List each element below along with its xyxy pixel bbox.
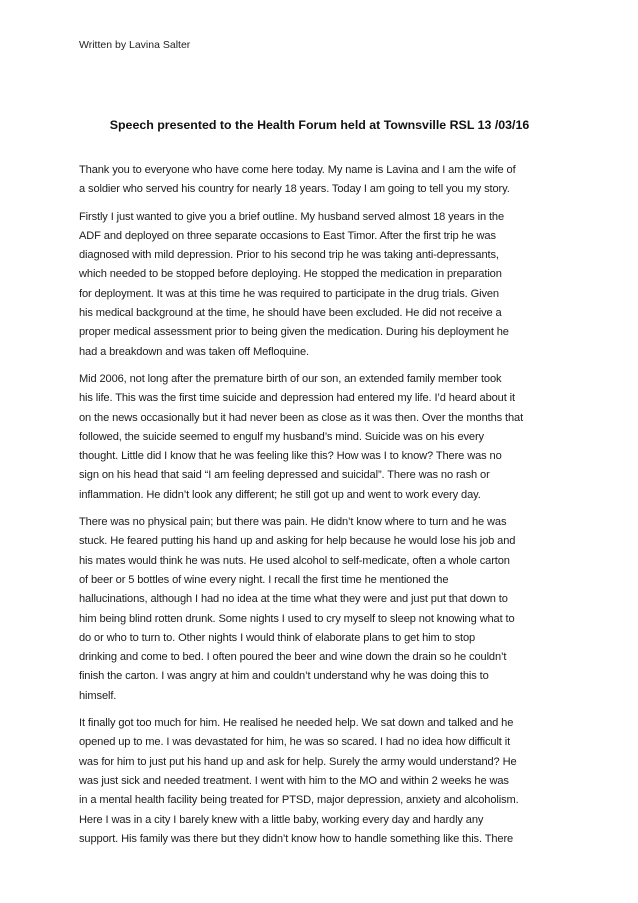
paragraph [79, 161, 563, 200]
text-line: his mates would think he was nuts. He used alcohol to self-medicate, often a whole carton [79, 554, 510, 567]
text-line: support. His family was there but they didn’t know how to handle something like this. There [79, 832, 514, 845]
text-line: his medical background at the time, he should have been excluded. He did not receive a [79, 307, 502, 320]
text-line: Thank you to everyone who have come here today. My name is Lavina and I am the wife of [79, 164, 516, 176]
text-line: was just sick and needed treatment. I went with him to the MO and within 2 weeks he was [79, 774, 509, 787]
text-line: Here I was in a city I barely knew with a little baby, working every day and hardly any [79, 813, 484, 826]
text-line: drinking and come to bed. I often poured the beer and wine down the drain so he couldn’t [79, 651, 507, 664]
text-line: opened up to me. I was devastated for him, he was so scared. I had no idea how difficult it [79, 736, 511, 749]
text-line: Firstly I just wanted to give you a brief outline. My husband served almost 18 years in the [79, 210, 505, 223]
paragraph [79, 714, 563, 849]
author-line: Written by Lavina Salter [79, 39, 191, 51]
text-line: diagnosed with mild depression. Prior to his second trip he was taking anti-depressants, [79, 249, 499, 262]
text-line: his life. This was the first time suicide and depression had entered my life. I’d heard about it [79, 392, 515, 405]
text-line: There was no physical pain; but there was pain. He didn’t know where to turn and he was [79, 516, 507, 529]
text-line: followed, the suicide seemed to engulf my husband’s mind. Suicide was on his every [79, 430, 484, 443]
text-line: a soldier who served his country for nearly 18 years. Today I am going to tell you my story. [79, 183, 510, 196]
text-line: of beer or 5 bottles of wine every night. I recall the first time he mentioned the [79, 573, 449, 586]
text-line: inflammation. He didn’t look any different; he still got up and went to work every day. [79, 488, 481, 501]
speech-body [79, 161, 563, 857]
text-line: thought. Little did I know that he was feeling like this? How was I to know? There was no [79, 450, 502, 463]
text-line: do or who to turn to. Other nights I would think of elaborate plans to get him to stop [79, 631, 476, 644]
text-line: hallucinations, although I had no idea at the time what they were and just put that down to [79, 593, 508, 606]
text-line: which needed to be stopped before deploying. He stopped the medication in preparation [79, 268, 502, 281]
speech-title: Speech presented to the Health Forum held at Townsville RSL 13 /03/16 [109, 118, 530, 132]
text-line: Mid 2006, not long after the premature birth of our son, an extended family member took [79, 372, 502, 385]
paragraph [79, 513, 563, 706]
text-line: in a mental health facility being treated for PTSD, major depression, anxiety and alcoholism. [79, 794, 519, 807]
text-line: was for him to just put his hand up and ask for help. Surely the army would understand? He [79, 755, 517, 768]
text-line: proper medical assessment prior to being given the medication. During his deployment he [79, 326, 509, 339]
paragraph [79, 370, 563, 505]
text-line: him being blind rotten drunk. Some nights I used to cry myself to sleep not knowing what to [79, 612, 515, 625]
text-line: finish the carton. I was angry at him and couldn’t understand why he was doing this to [79, 670, 489, 683]
text-line: himself. [79, 689, 117, 702]
text-line: It finally got too much for him. He realised he needed help. We sat down and talked and he [79, 717, 514, 730]
text-line: sign on his head that said “I am feeling depressed and suicidal”. There was no rash or [79, 469, 490, 482]
text-line: for deployment. It was at this time he was required to participate in the drug trials. Given [79, 287, 499, 300]
text-line: stuck. He feared putting his hand up and asking for help because he would lose his job and [79, 535, 516, 548]
text-line: on the news occasionally but it had never been as close as it was then. Over the months that [79, 411, 524, 424]
paragraph [79, 208, 563, 362]
text-line: ADF and deployed on three separate occasions to East Timor. After the first trip he was [79, 229, 496, 242]
text-line: had a breakdown and was taken off Mefloquine. [79, 345, 309, 358]
